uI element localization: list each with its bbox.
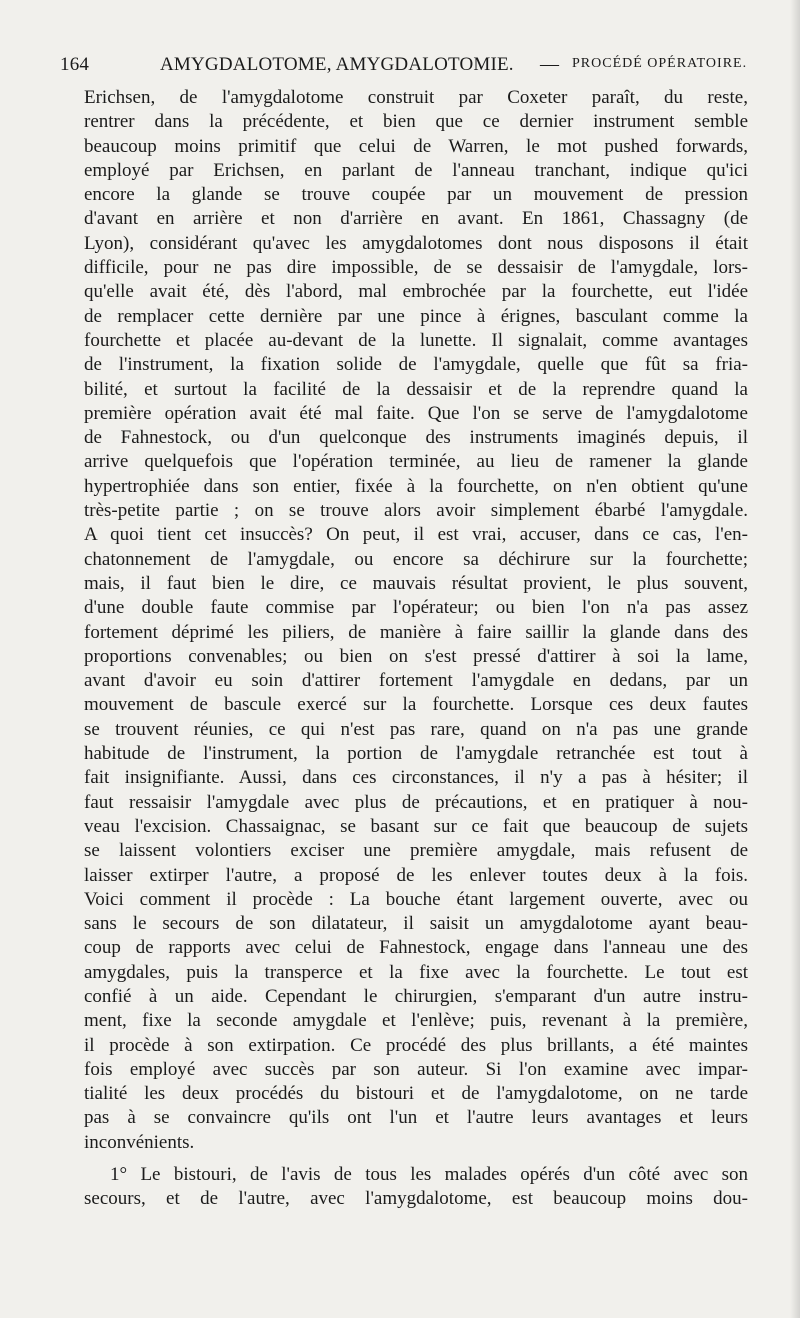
text-line: chatonnement de l'amygdale, ou encore sa déchirure sur la fourchette; <box>84 548 748 570</box>
text-line: hypertrophiée dans son entier, fixée à la fourchette, on n'en obtient qu'une <box>84 475 748 497</box>
text-line: ment, fixe la seconde amygdale et l'enlève; puis, revenant à la première, <box>84 1010 748 1032</box>
text-line: amygdales, puis la transperce et la fixe avec la fourchette. Le tout est <box>84 961 748 983</box>
paragraph-1 <box>84 86 748 1155</box>
text-line: fortement déprimé les piliers, de manière à faire saillir la glande dans des <box>84 621 748 643</box>
text-line: rentrer dans la précédente, et bien que ce dernier instrument semble <box>84 111 748 133</box>
text-line: difficile, pour ne pas dire impossible, de se dessaisir de l'amygdale, lors- <box>84 257 748 279</box>
text-line: pas à se convaincre qu'ils ont l'un et l'autre leurs avantages et leurs <box>84 1107 748 1129</box>
text-line: 1° Le bistouri, de l'avis de tous les malades opérés d'un côté avec son <box>110 1164 748 1186</box>
text-line: de remplacer cette dernière par une pince à érignes, basculant comme la <box>84 305 748 327</box>
text-line: beaucoup moins primitif que celui de Warren, le mot pushed forwards, <box>84 135 748 157</box>
header-dash: — <box>540 54 560 75</box>
text-line: sans le secours de son dilatateur, il saisit un amygdalotome ayant beau- <box>84 913 748 935</box>
text-line: très-petite partie ; on se trouve alors avoir simplement ébarbé l'amygdale. <box>84 500 748 522</box>
text-line: inconvénients. <box>84 1131 195 1153</box>
page-edge-shadow <box>790 0 800 1318</box>
text-line: bilité, et surtout la facilité de la dessaisir et de la reprendre quand la <box>84 378 748 400</box>
text-line: se laissent volontiers exciser une première amygdale, mais refusent de <box>84 840 748 862</box>
text-line: d'avant en arrière et non d'arrière en avant. En 1861, Chassagny (de <box>84 208 748 230</box>
text-line: se trouvent réunies, ce qui n'est pas rare, quand on n'a pas une grande <box>84 718 748 740</box>
body-text <box>84 86 748 1212</box>
text-line: habitude de l'instrument, la portion de l'amygdale retranchée est tout à <box>84 743 748 765</box>
text-line: mouvement de bascule exercé sur la fourchette. Lorsque ces deux fautes <box>84 694 748 716</box>
text-line: coup de rapports avec celui de Fahnestock, engage dans l'anneau une des <box>84 937 748 959</box>
text-line: mais, il faut bien le dire, ce mauvais résultat provient, le plus souvent, <box>84 572 748 594</box>
text-line: qu'elle avait été, dès l'abord, mal embrochée par la fourchette, eut l'idée <box>84 281 748 303</box>
text-line: secours, et de l'autre, avec l'amygdalotome, est beaucoup moins dou- <box>84 1188 748 1210</box>
text-line: fois employé avec succès par son auteur. Si l'on examine avec impar- <box>84 1058 748 1080</box>
text-line: Voici comment il procède : La bouche étant largement ouverte, avec ou <box>84 888 748 910</box>
text-line: proportions convenables; ou bien on s'est pressé d'attirer à soi la lame, <box>84 645 748 667</box>
text-line: fait insignifiante. Aussi, dans ces circonstances, il n'y a pas à hésiter; il <box>84 767 748 789</box>
text-line: encore la glande se trouve coupée par un mouvement de pression <box>84 184 748 206</box>
text-line: avant d'avoir eu soin d'attirer fortement l'amygdale en dedans, par un <box>84 670 748 692</box>
text-line: Lyon), considérant qu'avec les amygdalotomes dont nous disposons il était <box>84 232 748 254</box>
text-line: confié à un aide. Cependant le chirurgien, s'emparant d'un autre instru- <box>84 985 748 1007</box>
text-line: il procède à son extirpation. Ce procédé des plus brillants, a été maintes <box>84 1034 748 1056</box>
text-line: de Fahnestock, ou d'un quelconque des instruments imaginés depuis, il <box>84 427 748 449</box>
running-header <box>60 54 750 80</box>
text-line: de l'instrument, la fixation solide de l'amygdale, quelle que fût sa fria- <box>84 354 748 376</box>
text-line: faut ressaisir l'amygdale avec plus de précautions, et en pratiquer à nou- <box>84 791 748 813</box>
text-line: première opération avait été mal faite. Que l'on se serve de l'amygdalotome <box>84 402 748 424</box>
text-line: fourchette et placée au-devant de la lunette. Il signalait, comme avantages <box>84 329 748 351</box>
paragraph-2 <box>84 1163 748 1212</box>
running-section: PROCÉDÉ OPÉRATOIRE. <box>572 56 748 71</box>
text-line: veau l'excision. Chassaignac, se basant sur ce fait que beaucoup de sujets <box>84 815 748 837</box>
text-line: A quoi tient cet insuccès? On peut, il est vrai, accuser, dans ce cas, l'en- <box>84 524 748 546</box>
running-title: AMYGDALOTOME, AMYGDALOTOMIE. <box>160 54 514 75</box>
text-line: d'une double faute commise par l'opérateur; ou bien l'on n'a pas assez <box>84 597 748 619</box>
text-line: tialité les deux procédés du bistouri et de l'amygdalotome, on ne tarde <box>84 1083 748 1105</box>
text-line: employé par Erichsen, en parlant de l'anneau tranchant, indique qu'ici <box>84 159 748 181</box>
text-line: arrive quelquefois que l'opération terminée, au lieu de ramener la glande <box>84 451 748 473</box>
text-line: laisser extirper l'autre, a proposé de les enlever toutes deux à la fois. <box>84 864 748 886</box>
text-line: Erichsen, de l'amygdalotome construit par Coxeter paraît, du reste, <box>84 87 748 108</box>
page-number: 164 <box>60 54 90 75</box>
